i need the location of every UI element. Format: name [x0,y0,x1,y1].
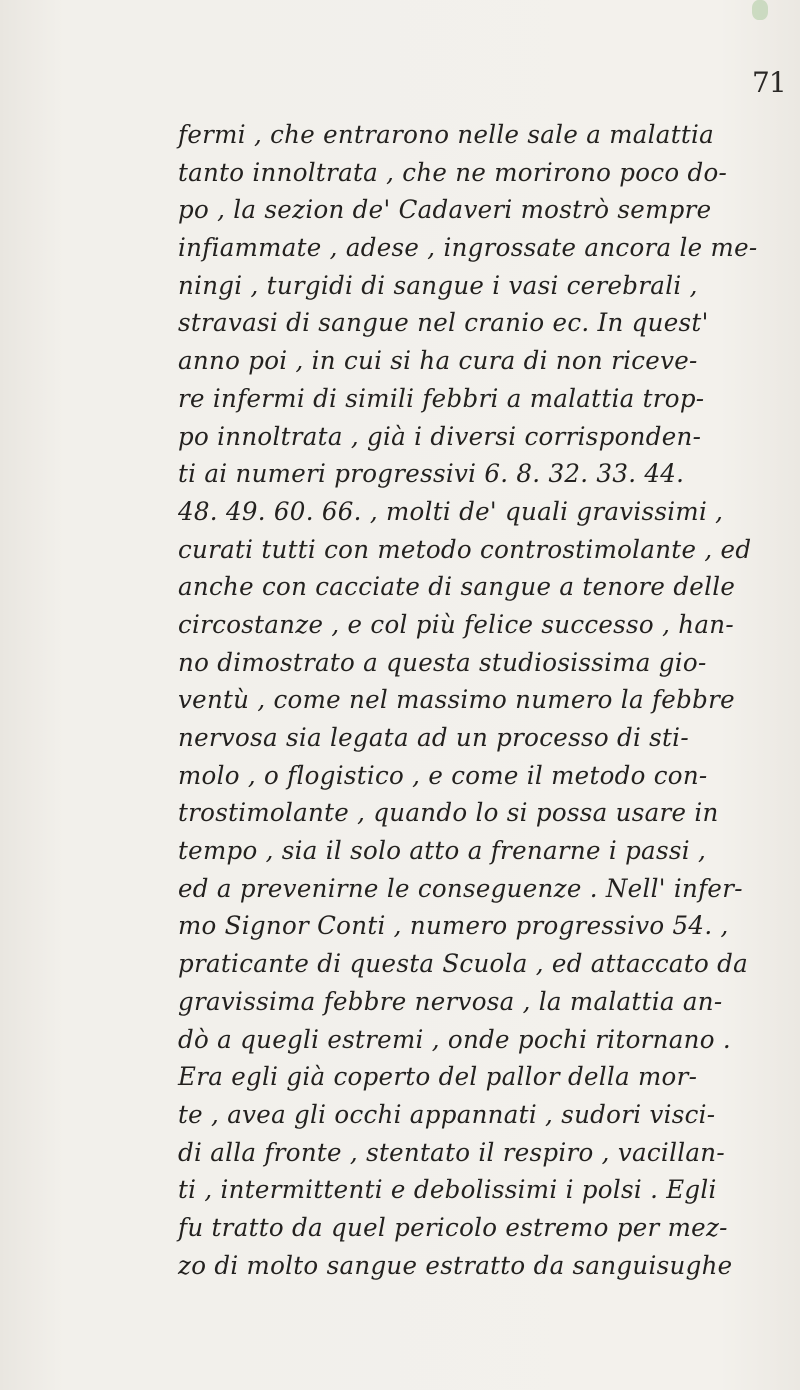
text-line: ed a prevenirne le conseguenze . Nell' infer- [178,873,743,903]
text-line: nervosa sia legata ad un processo di sti- [178,723,689,752]
text-line: no dimostrato a questa studiosissima gio- [178,647,707,677]
text-line: mo Signor Conti , numero progressivo 54. , [178,911,729,941]
text-line: di alla fronte , stentato il respiro , vacillan- [178,1137,725,1167]
text-line: fu tratto da quel pericolo estremo per mez- [178,1212,728,1242]
text-line: trostimolante , quando lo si possa usare in [178,798,719,828]
body-text [178,116,798,1284]
text-line: molo , o flogistico , e come il metodo con- [178,760,708,790]
text-line: ningi , turgidi di sangue i vasi cerebrali , [178,270,698,300]
page-number: 71 [752,66,786,99]
text-line: 48. 49. 60. 66. , molti de' quali gravissimi , [178,496,724,526]
text-line: ventù , come nel massimo numero la febbre [178,685,735,715]
text-line: curati tutti con metodo controstimolante , ed [178,534,752,564]
text-line: anno poi , in cui si ha cura di non riceve- [178,346,698,376]
text-line: stravasi di sangue nel cranio ec. In quest' [178,308,709,338]
text-line: ti , intermittenti e debolissimi i polsi . Egli [178,1175,717,1205]
text-line: fermi , che entrarono nelle sale a malattia [178,120,715,149]
text-line: gravissima febbre nervosa , la malattia an- [178,986,723,1016]
text-line: po , la sezion de' Cadaveri mostrò sempre [178,195,712,225]
text-line: ti ai numeri progressivi 6. 8. 32. 33. 44. [178,459,685,489]
text-line: tempo , sia il solo atto a frenarne i passi , [178,836,707,866]
text-line: dò a quegli estremi , onde pochi ritornano . [178,1024,731,1054]
text-line: infiammate , adese , ingrossate ancora le me- [178,233,758,263]
ink-stain [752,0,768,20]
text-line: circostanze , e col più felice successo , han- [178,609,734,639]
text-line: praticante di questa Scuola , ed attaccato da [178,949,749,979]
text-line: zo di molto sangue estratto da sanguisughe [178,1250,733,1280]
text-line: te , avea gli occhi appannati , sudori visci- [178,1099,716,1129]
text-line: po innoltrata , già i diversi corrisponden- [178,421,702,451]
text-line: Era egli già coperto del pallor della mor- [178,1062,698,1092]
text-line: tanto innoltrata , che ne morirono poco do- [178,157,728,187]
text-line: re infermi di simili febbri a malattia trop- [178,383,705,413]
text-line: anche con cacciate di sangue a tenore delle [178,572,736,602]
